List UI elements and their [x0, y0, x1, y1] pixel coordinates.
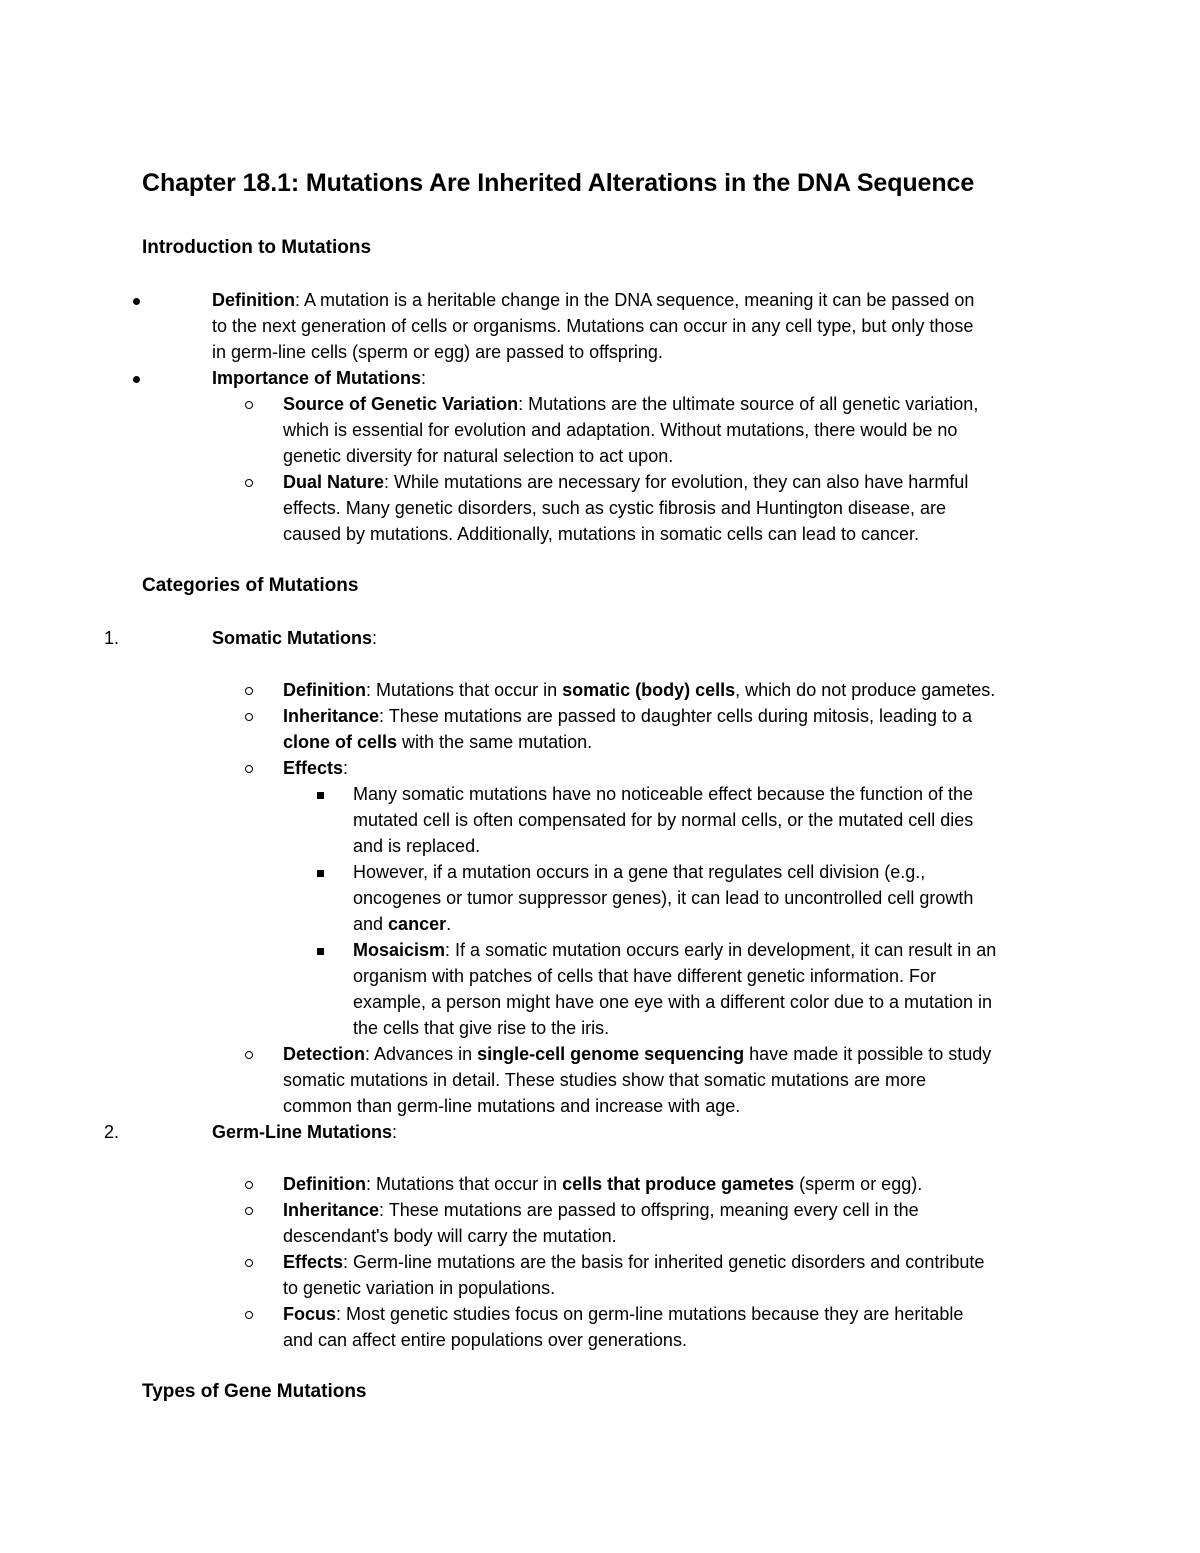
list-item-dual-nature: Dual Nature: While mutations are necessary for evolution, they can also have harmful effects. Many genetic disorders, such as cystic fibrosis and Huntington disease, are caused by mutations. Additionally, mutations in somatic cells can lead to cancer.: [283, 472, 969, 544]
list-item-germline-mutations: 2. Germ-Line Mutations:: [142, 1119, 1072, 1145]
list-number: 2.: [104, 1122, 120, 1142]
list-item-somatic-effects: Effects:: [283, 758, 349, 778]
list-item-effect-cancer: However, if a mutation occurs in a gene that regulates cell division (e.g., oncogenes or tumor suppressor genes), it can lead to uncontrolled cell growth and cancer.: [353, 862, 974, 934]
document-content: [104, 165, 1072, 1405]
section-heading-introduction: Introduction to Mutations: [142, 237, 372, 258]
list-item-somatic-detection: Detection: Advances in single-cell genome sequencing have made it possible to study somatic mutations in detail. These studies show that somatic mutations are more common than germ-line mutations and increase with age.: [283, 1044, 992, 1116]
bullet-disc-icon: [100, 287, 112, 313]
list-number: 1.: [104, 628, 120, 648]
section-heading-categories: Categories of Mutations: [142, 575, 359, 596]
list-item-germline-inheritance: Inheritance: These mutations are passed to offspring, meaning every cell in the descendant's body will carry the mutation.: [283, 1200, 919, 1246]
list-item-importance: Importance of Mutations:: [142, 365, 1072, 391]
list-item-somatic-mutations: 1. Somatic Mutations:: [142, 625, 1072, 651]
section-heading-types: Types of Gene Mutations: [142, 1381, 367, 1402]
list-item-germline-effects: Effects: Germ-line mutations are the basis for inherited genetic disorders and contribute to genetic variation in populations.: [283, 1252, 985, 1298]
list-item-effect-no-noticeable: Many somatic mutations have no noticeable effect because the function of the mutated cell is often compensated for by normal cells, or the mutated cell dies and is replaced.: [353, 784, 974, 856]
list-item-somatic-inheritance: Inheritance: These mutations are passed to daughter cells during mitosis, leading to a clone of cells with the same mutation.: [283, 706, 973, 752]
list-item-germline-definition: Definition: Mutations that occur in cells that produce gametes (sperm or egg).: [283, 1174, 923, 1194]
page-title: Chapter 18.1: Mutations Are Inherited Alterations in the DNA Sequence: [142, 169, 975, 197]
list-item-germline-focus: Focus: Most genetic studies focus on germ-line mutations because they are heritable and can affect entire populations over generations.: [283, 1304, 964, 1350]
list-item-somatic-definition: Definition: Mutations that occur in somatic (body) cells, which do not produce gametes.: [283, 680, 996, 700]
list-item-source-of-variation: Source of Genetic Variation: Mutations are the ultimate source of all genetic variation, which is essential for evolution and adaptation. Without mutations, there would be no genetic diversity for natural selection to act upon.: [283, 394, 979, 466]
list-item-definition: Definition: A mutation is a heritable change in the DNA sequence, meaning it can be passed on to the next generation of cells or organisms. Mutations can occur in any cell type, but only those in germ-line cells (sperm or egg) are passed to offspring.: [142, 287, 1072, 365]
bullet-disc-icon: [100, 365, 112, 391]
list-item-effect-mosaicism: Mosaicism: If a somatic mutation occurs early in development, it can result in an organism with patches of cells that have different genetic information. For example, a person might have one eye with a different color due to a mutation in the cells that give rise to the iris.: [353, 940, 997, 1038]
